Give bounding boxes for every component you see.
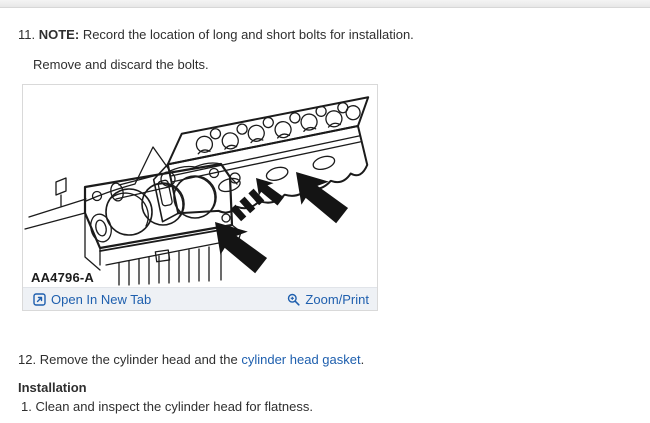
step-subtext: Remove and discard the bolts. <box>33 57 209 72</box>
step-11-subtext <box>33 57 209 73</box>
zoom-print-link[interactable] <box>287 293 369 306</box>
figure-panel <box>22 84 378 311</box>
installation-heading: Installation <box>18 380 87 395</box>
zoom-print-label: Zoom/Print <box>305 291 369 307</box>
step-body-period: . <box>360 352 365 367</box>
figure-image <box>23 85 377 287</box>
figure-part-number: AA4796-A <box>31 270 95 285</box>
engine-illustration <box>23 85 377 287</box>
step-body: Remove the cylinder head and the <box>39 352 242 367</box>
step-body: Clean and inspect the cylinder head for flatness. <box>35 399 313 414</box>
note-label: NOTE: <box>38 27 80 42</box>
open-in-new-tab-icon <box>33 293 46 306</box>
step-number: 11. <box>18 27 36 42</box>
cylinder-head-gasket-link[interactable]: cylinder head gasket <box>241 352 361 367</box>
zoom-magnifier-icon <box>287 293 300 306</box>
step-number: 12. <box>18 352 37 367</box>
open-in-new-tab-link[interactable] <box>33 293 151 306</box>
figure-toolbar <box>23 287 377 310</box>
installation-step-1-text <box>21 399 313 415</box>
step-number: 1. <box>21 399 32 414</box>
step-12-text <box>18 352 364 368</box>
step-body: Record the location of long and short bolts for installation. <box>82 27 414 42</box>
step-11-text <box>18 27 414 43</box>
toolbar-bottom-edge <box>0 0 650 8</box>
open-in-new-tab-label: Open In New Tab <box>51 291 152 307</box>
